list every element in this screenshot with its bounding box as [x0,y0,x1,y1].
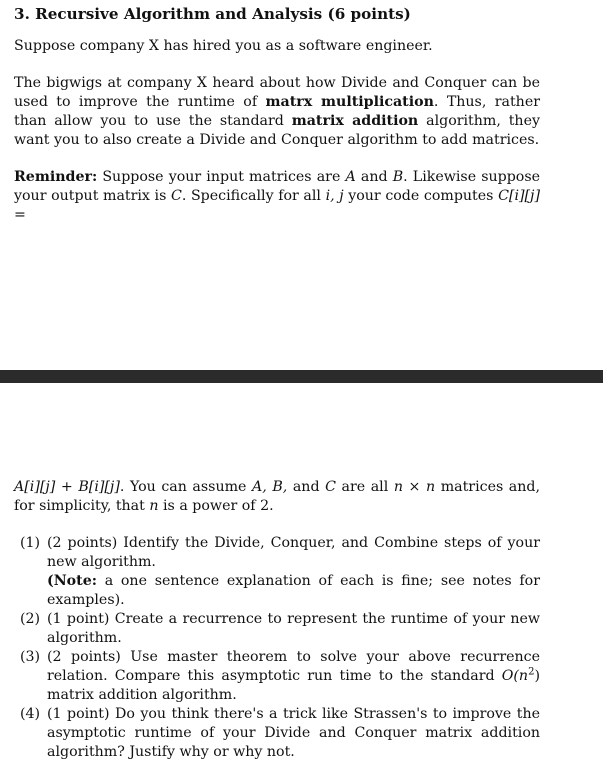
cont-and: and [287,479,326,495]
page-bottom [14,478,540,762]
reminder-and: and [355,169,393,185]
context-text-a: The bigwigs at company X heard about how Divide and Conquer can be used to improve the runtime of [14,75,540,110]
question-item-3 [14,648,540,705]
math-Aij: A[i][j] [14,479,56,495]
math-n: n [149,498,159,514]
math-A: A [345,169,356,185]
page-divider [0,370,603,383]
math-close: ) [534,668,540,684]
cont-text-d: is a power of 2. [158,498,274,514]
intro-text: Suppose company X has hired you as a software engineer. [14,38,433,54]
math-B: B [392,169,404,185]
math-ABC: A, B, [252,479,288,495]
cont-plus: + [55,479,79,495]
reminder-continuation [14,478,540,516]
question-number: (4) [20,706,41,722]
math-exponent: 2 [528,666,535,678]
intro-paragraph [14,37,540,56]
math-ij: i, j [325,188,344,204]
question-item-1 [14,534,540,610]
question-number: (1) [20,535,41,551]
question-note [47,572,540,610]
note-label: (Note: [47,573,97,589]
context-bold-matrix-mult: matrx multiplication [265,94,434,110]
question-text-b: matrix addition algorithm. [47,687,237,703]
reminder-text-c: . Specifically for all [181,188,326,204]
math-big-o: O(n [501,668,529,684]
note-text: a one sentence explanation of each is fine; see notes for examples). [47,573,540,608]
reminder-text-a: Suppose your input matrices are [97,169,346,185]
reminder-label: Reminder: [14,169,98,185]
context-text-c: . Thus, rather than allow you to use the standard [14,94,541,129]
reminder-text-b: . Likewise suppose your output matrix is [14,169,541,204]
math-Cij: C[i][j] [498,188,540,204]
cont-text-a: . You can assume [119,479,253,495]
question-item-4 [14,705,540,762]
reminder-text-d: your code computes [343,188,499,204]
question-number: (3) [20,649,41,665]
problem-title: 3. Recursive Algorithm and Analysis (6 points) [14,5,411,23]
page-top [14,5,540,225]
question-item-2 [14,610,540,648]
context-text-e: algorithm, they want you to also create a Divide and Conquer algorithm to add matrices. [14,113,540,148]
context-paragraph [14,74,540,150]
question-text: (1 point) Do you think there's a trick like Strassen's to improve the asymptotic runtime of your Divide and Conquer matrix addition algorithm? Justify why or why not. [47,706,540,760]
cont-text-c: matrices and, for simplicity, that [14,479,540,514]
math-nxn: n × n [393,479,436,495]
question-number: (2) [20,611,41,627]
reminder-paragraph [14,168,540,225]
math-C2: C [325,479,336,495]
cont-text-b: are all [335,479,394,495]
question-text: (1 point) Create a recurrence to represent the runtime of your new algorithm. [47,611,540,646]
question-list [14,534,540,762]
math-Bij: B[i][j] [78,479,120,495]
math-C: C [170,188,182,204]
context-bold-matrix-add: matrix addition [291,113,419,129]
reminder-eq: = [14,207,26,223]
question-text: (2 points) Identify the Divide, Conquer, and Combine steps of your new algorithm. [47,535,540,570]
question-text-a: (2 points) Use master theorem to solve your above recurrence relation. Compare this asymptotic run time to the standard [47,649,540,684]
